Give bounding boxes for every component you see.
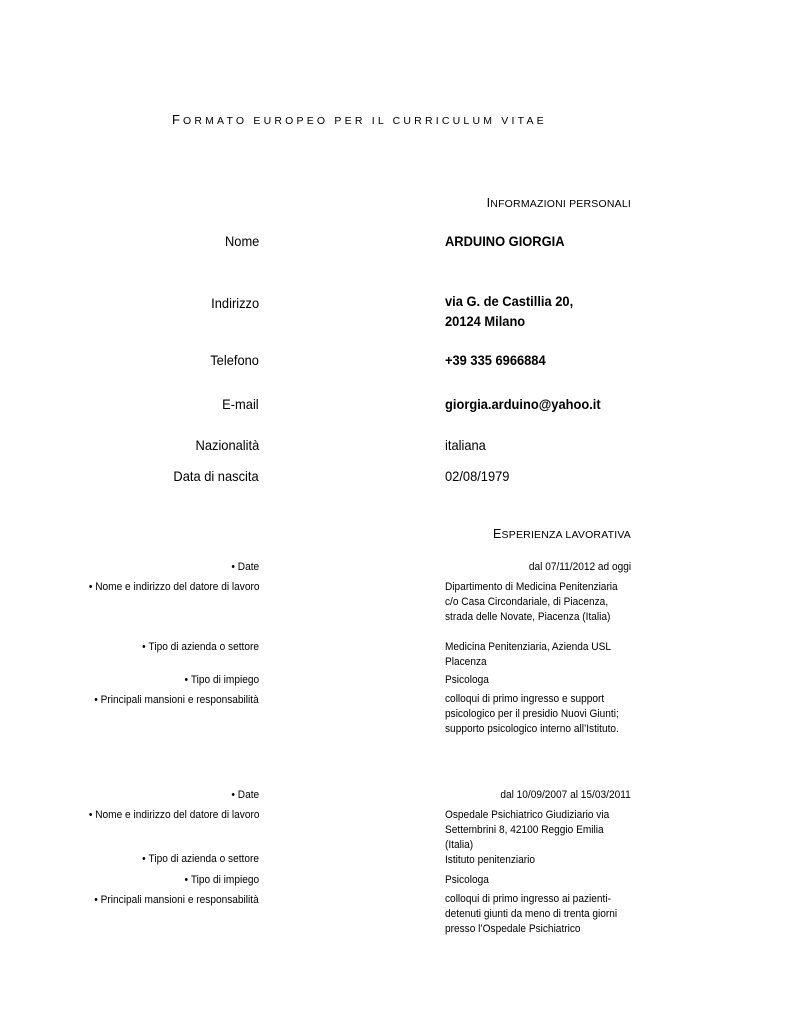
email-value: giorgia.arduino@yahoo.it: [445, 396, 601, 412]
personal-info-heading: INFORMAZIONI PERSONALI: [486, 196, 631, 210]
document-title: FORMATO EUROPEO PER IL CURRICULUM VITAE: [172, 112, 547, 127]
entry-1-duties-label: • Principali mansioni e responsabilità: [95, 694, 259, 706]
entry-1-job-type-label: • Tipo di impiego: [184, 674, 259, 686]
entry-2-sector-value: Istituto penitenziario: [445, 854, 536, 866]
address-label: Indirizzo: [211, 295, 259, 311]
entry-1-sector-value: Medicina Penitenziaria, Azienda USL Placenza: [445, 641, 611, 668]
entry-2-date-value: dal 10/09/2007 al 15/03/2011: [500, 789, 631, 801]
entry-2-job-type-value: Psicologa: [445, 874, 489, 886]
entry-1-job-type-value: Psicologa: [445, 674, 489, 686]
birthdate-value: 02/08/1979: [445, 468, 510, 484]
phone-label: Telefono: [210, 352, 259, 368]
entry-2-date-label: • Date: [231, 789, 259, 801]
entry-1-date-value: dal 07/11/2012 ad oggi: [528, 561, 631, 573]
entry-2-duties-value: colloqui di primo ingresso ai pazienti-detenuti giunti da meno di trenta giorni presso l’Ospedale Psichiatrico: [445, 893, 618, 935]
email-label: E-mail: [222, 396, 259, 412]
entry-2-duties-label: • Principali mansioni e responsabilità: [95, 894, 259, 906]
entry-1-employer-label: • Nome e indirizzo del datore di lavoro: [88, 581, 259, 593]
entry-1-sector-label: • Tipo di azienda o settore: [142, 641, 259, 653]
name-label: Nome: [224, 233, 259, 249]
entry-1-duties-value: colloqui di primo ingresso e support psicologico per il presidio Nuovi Giunti; supporto psicologico interno all’Istituto.: [445, 693, 619, 735]
nationality-value: italiana: [445, 437, 486, 453]
entry-1-date-label: • Date: [231, 561, 259, 573]
entry-2-sector-label: • Tipo di azienda o settore: [142, 853, 259, 865]
birthdate-label: Data di nascita: [173, 468, 259, 484]
name-value: ARDUINO GIORGIA: [445, 233, 565, 249]
phone-value: +39 335 6966884: [445, 352, 546, 368]
address-value: via G. de Castillia 20, 20124 Milano: [445, 293, 574, 329]
entry-2-employer-value: Ospedale Psichiatrico Giudiziario via Settembrini 8, 42100 Reggio Emilia (Italia): [445, 809, 610, 851]
entry-1-employer-value: Dipartimento di Medicina Penitenziaria c/o Casa Circondariale, di Piacenza, strada delle Novate, Piacenza (Italia): [445, 581, 618, 623]
entry-2-job-type-label: • Tipo di impiego: [184, 874, 259, 886]
nationality-label: Nazionalità: [195, 437, 259, 453]
entry-2-employer-label: • Nome e indirizzo del datore di lavoro: [88, 809, 259, 821]
work-experience-heading: ESPERIENZA LAVORATIVA: [493, 527, 631, 541]
